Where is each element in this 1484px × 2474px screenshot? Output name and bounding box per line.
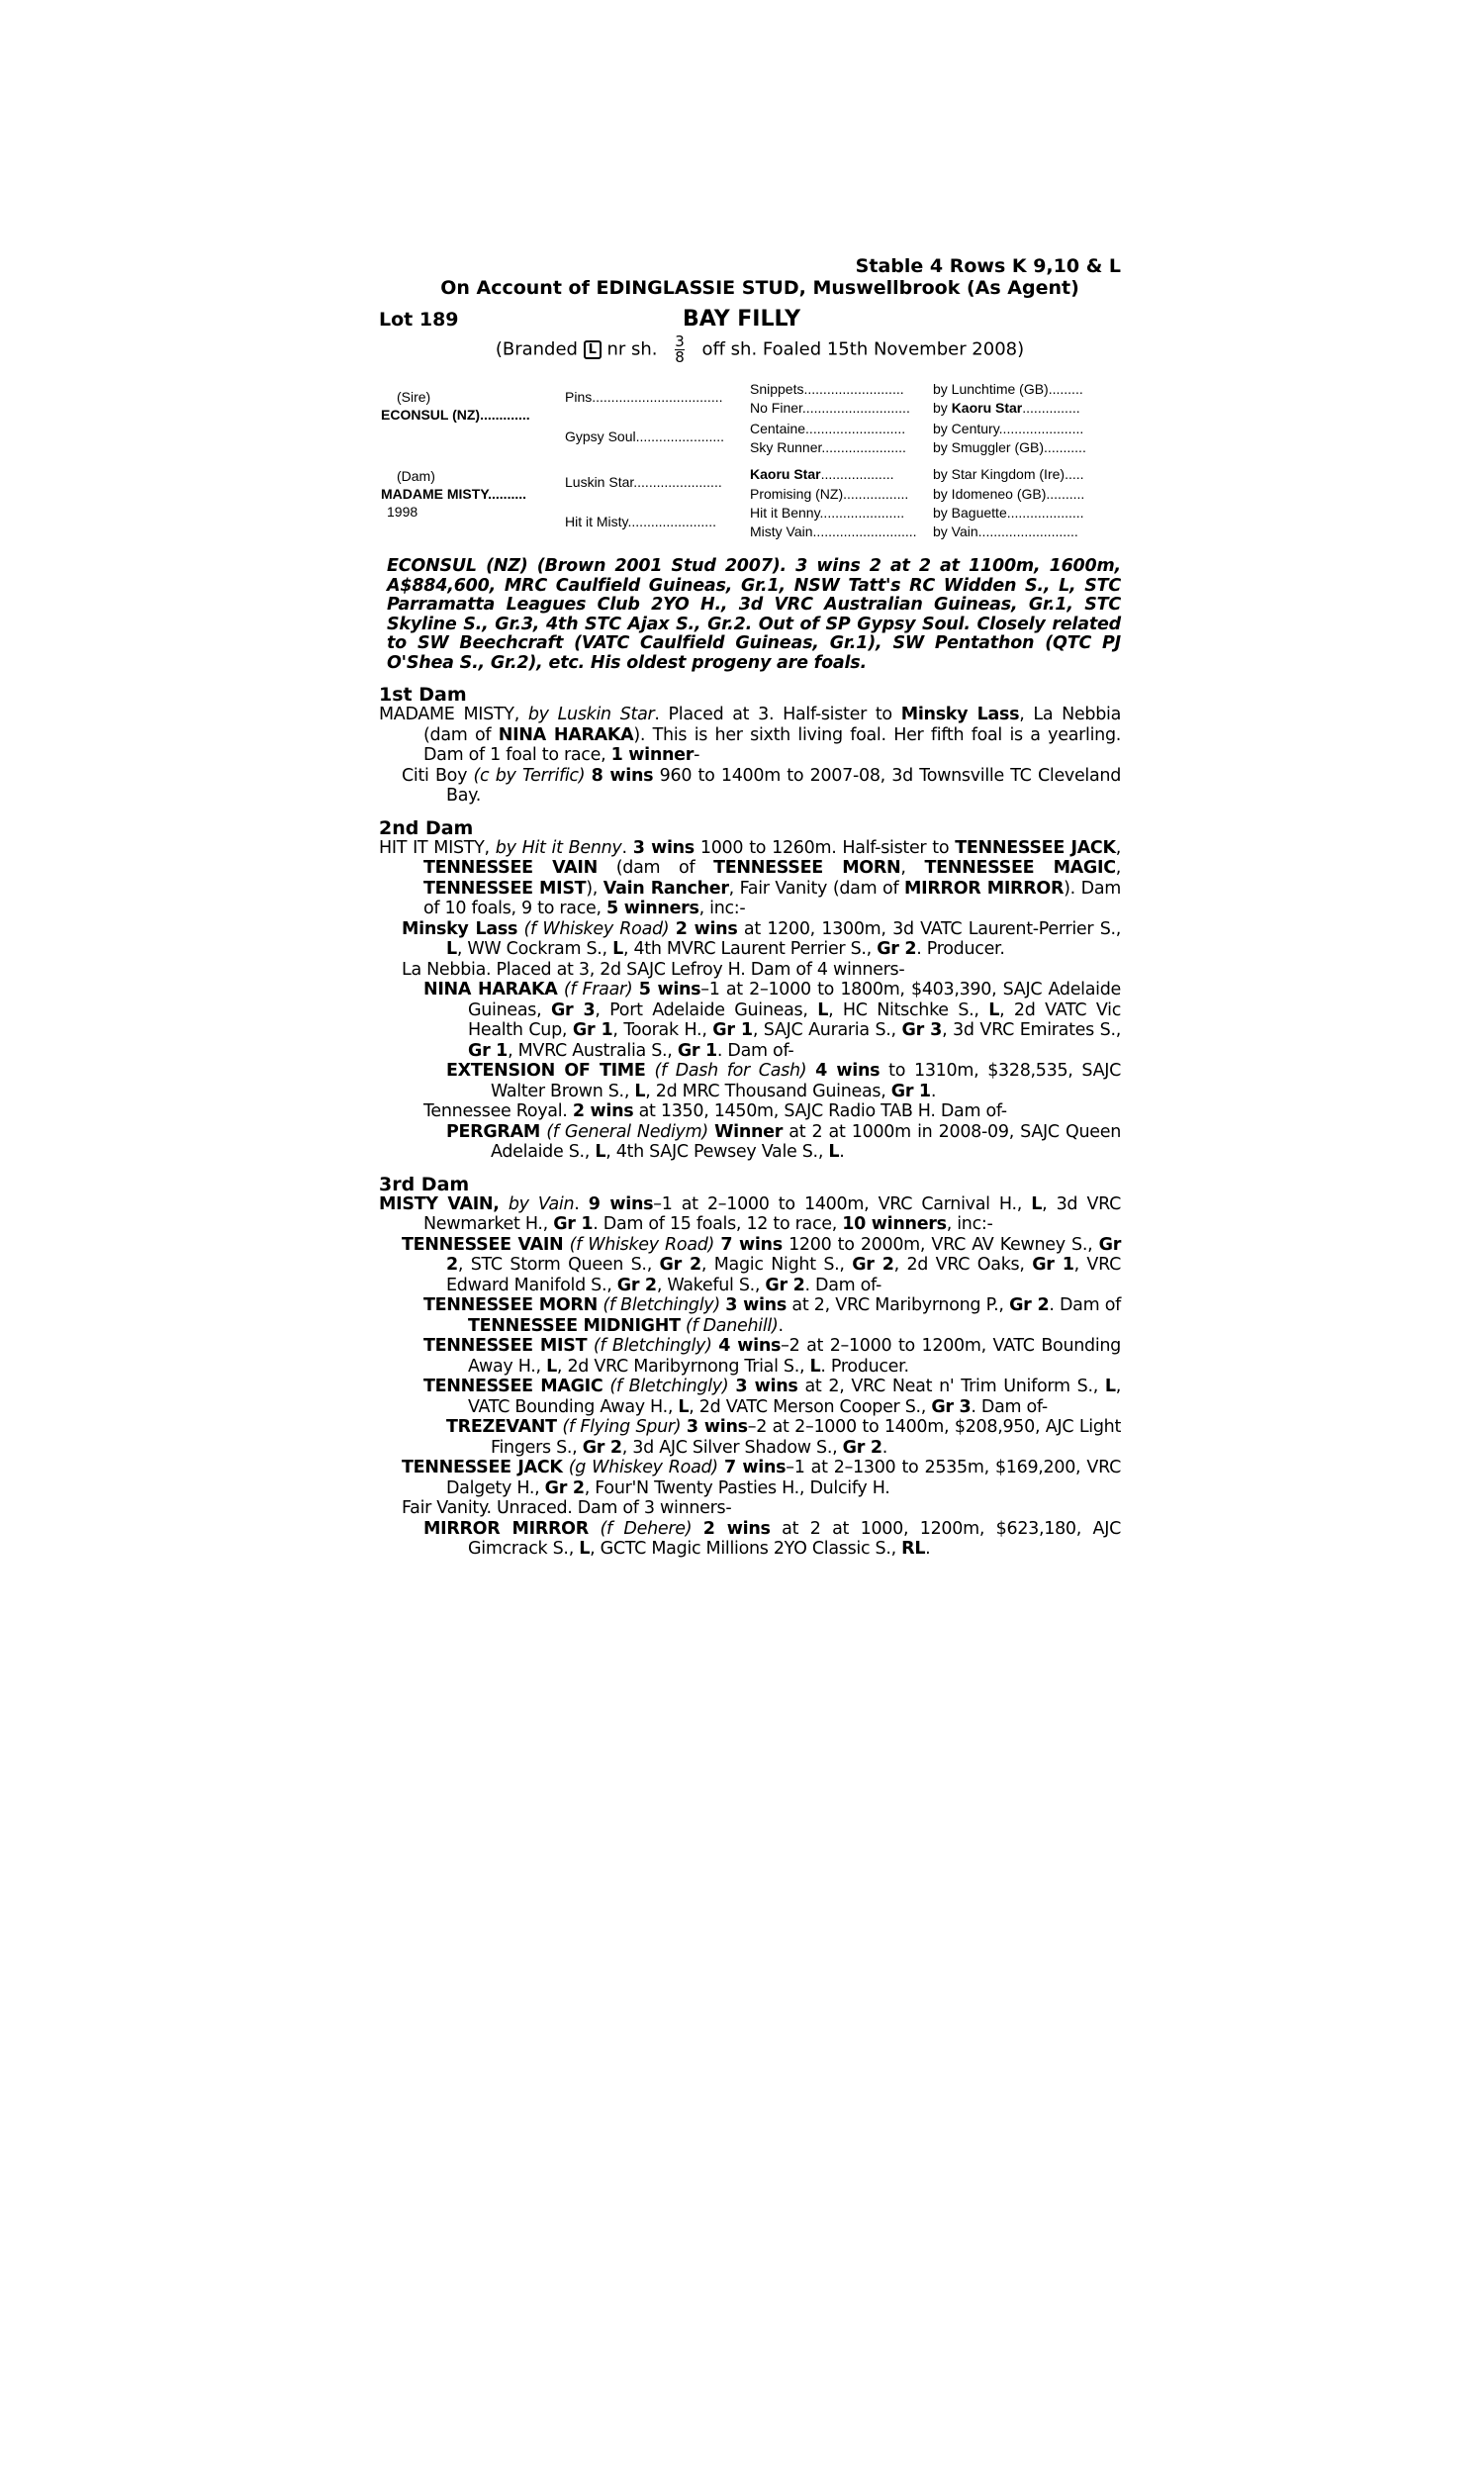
progeny-la-nebbia: La Nebbia. Placed at 3, 2d SAJC Lefroy H. Dam of 4 winners- xyxy=(402,959,905,980)
g3-6: by Baguette.................... xyxy=(933,505,1084,521)
horse-description: BAY FILLY xyxy=(683,307,801,332)
third-dam-heading: 3rd Dam xyxy=(379,1173,470,1195)
progeny-trezevant: TREZEVANT (f Flying Spur) 3 wins–2 at 2–1000 to 1400m, $208,950, AJC Light Fingers S., Gr 2, 3d AJC Silver Shadow S., Gr 2. xyxy=(446,1417,1122,1458)
sire-name: ECONSUL (NZ)............. xyxy=(381,407,530,423)
brand-fraction xyxy=(675,334,685,365)
g3-2: by Century...................... xyxy=(933,421,1084,436)
g2-0: Snippets.......................... xyxy=(750,381,904,397)
catalogue-page xyxy=(379,255,1121,1560)
g2-7: Misty Vain........................... xyxy=(750,523,917,539)
sire-summary: ECONSUL (NZ) (Brown 2001 Stud 2007). 3 wins 2 at 2 at 1100m, 1600m, A$884,600, MRC Caulfield Guineas, Gr.1, NSW Tatt's RC Widden S., L, STC Parramatta Leagues Club 2YO H., 3d VRC Australian Guineas, Gr.1, STC Skyline S., Gr.3, 4th STC Ajax S., Gr.2. Out of SP Gypsy Soul. Closely related to SW Beechcraft (VATC Caulfield Guineas, Gr.1), SW Pentathon (QTC PJ O'Shea S., Gr.2), etc. His oldest progeny are foals. xyxy=(387,556,1121,673)
second-dam-entry: HIT IT MISTY, by Hit it Benny. 3 wins 1000 to 1260m. Half-sister to TENNESSEE JACK, TENNESSEE VAIN (dam of TENNESSEE MORN, TENNESSEE MAGIC, TENNESSEE MIST), Vain Rancher, Fair Vanity (dam of MIRROR MIRROR). Dam of 10 foals, 9 to race, 5 winners, inc:- xyxy=(379,837,1122,918)
first-dam-heading: 1st Dam xyxy=(379,684,467,706)
progeny-tennessee-mist: TENNESSEE MIST (f Bletchingly) 4 wins–2 at 2–1000 to 1200m, VATC Bounding Away H., L, 2d VRC Maribyrnong Trial S., L. Producer. xyxy=(423,1336,1121,1377)
g3-0: by Lunchtime (GB)......... xyxy=(933,381,1083,397)
second-dam-heading: 2nd Dam xyxy=(379,816,474,839)
brand-line xyxy=(379,334,1121,365)
dam-label: (Dam) xyxy=(397,468,435,484)
progeny-extension-of-time: EXTENSION OF TIME (f Dash for Cash) 4 wins to 1310m, $328,535, SAJC Walter Brown S., L, 2d MRC Thousand Guineas, Gr 1. xyxy=(446,1061,1122,1101)
sire-label: (Sire) xyxy=(397,389,431,405)
g2-6: Hit it Benny...................... xyxy=(750,505,905,521)
g3-3: by Smuggler (GB)........... xyxy=(933,439,1086,455)
vendor-account: On Account of EDINGLASSIE STUD, Muswellbrook (As Agent) xyxy=(440,277,1079,299)
fraction-numerator: 3 xyxy=(675,333,685,350)
progeny-pergram: PERGRAM (f General Nediym) Winner at 2 at 1000m in 2008-09, SAJC Queen Adelaide S., L, 4th SAJC Pewsey Vale S., L. xyxy=(446,1121,1121,1162)
progeny-citi-boy: Citi Boy (c by Terrific) 8 wins 960 to 1400m to 2007-08, 3d Townsville TC Cleveland Bay. xyxy=(402,765,1122,806)
g1-sire-sire: Pins.................................. xyxy=(565,389,723,405)
progeny-mirror-mirror: MIRROR MIRROR (f Dehere) 2 wins at 2 at 1000, 1200m, $623,180, AJC Gimcrack S., L, GCTC Magic Millions 2YO Classic S., RL. xyxy=(423,1518,1122,1559)
third-dam-entry: MISTY VAIN, by Vain. 9 wins–1 at 2–1000 to 1400m, VRC Carnival H., L, 3d VRC Newmarket H., Gr 1. Dam of 15 foals, 12 to race, 10 winners, inc:- xyxy=(379,1193,1122,1234)
progeny-tennessee-vain: TENNESSEE VAIN (f Whiskey Road) 7 wins 1200 to 2000m, VRC AV Kewney S., Gr 2, STC Storm Queen S., Gr 2, Magic Night S., Gr 2, 2d VRC Oaks, Gr 1, VRC Edward Manifold S., Gr 2, Wakeful S., Gr 2. Dam of- xyxy=(402,1234,1122,1295)
g1-dam-dam: Hit it Misty....................... xyxy=(565,514,716,529)
progeny-tennessee-jack: TENNESSEE JACK (g Whiskey Road) 7 wins–1 at 2–1300 to 2535m, $169,200, VRC Dalgety H., Gr 2, Four'N Twenty Pasties H., Dulcify H. xyxy=(402,1458,1121,1498)
dam-name: MADAME MISTY.......... xyxy=(381,486,527,502)
g1-sire-dam: Gypsy Soul....................... xyxy=(565,428,725,444)
g2-4: Kaoru Star................... xyxy=(750,466,894,482)
progeny-nina-haraka: NINA HARAKA (f Fraar) 5 wins–1 at 2–1000 to 1800m, $403,390, SAJC Adelaide Guineas, Gr 3, Port Adelaide Guineas, L, HC Nitschke S., L, 2d VATC Vic Health Cup, Gr 1, Toorak H., Gr 1, SAJC Auraria S., Gr 3, 3d VRC Emirates S., Gr 1, MVRC Australia S., Gr 1. Dam of- xyxy=(423,980,1122,1061)
fraction-denominator: 8 xyxy=(675,348,685,366)
progeny-fair-vanity: Fair Vanity. Unraced. Dam of 3 winners- xyxy=(402,1498,732,1518)
brand-close: off sh. Foaled 15th November 2008) xyxy=(701,338,1025,360)
progeny-minsky-lass: Minsky Lass (f Whiskey Road) 2 wins at 1200, 1300m, 3d VATC Laurent-Perrier S., L, WW Cockram S., L, 4th MVRC Laurent Perrier S., Gr 2. Producer. xyxy=(402,918,1122,959)
brand-open: (Branded xyxy=(495,338,578,360)
pedigree-table xyxy=(379,379,1121,547)
progeny-tennessee-morn: TENNESSEE MORN (f Bletchingly) 3 wins at 2, VRC Maribyrnong P., Gr 2. Dam of TENNESSEE MIDNIGHT (f Danehill). xyxy=(423,1295,1122,1336)
lot-number: Lot 189 xyxy=(379,309,459,331)
progeny-tennessee-magic: TENNESSEE MAGIC (f Bletchingly) 3 wins at 2, VRC Neat n' Trim Uniform S., L, VATC Bounding Away H., L, 2d VATC Merson Cooper S., Gr 3. Dam of- xyxy=(423,1377,1122,1417)
g2-1: No Finer............................ xyxy=(750,400,910,416)
g3-5: by Idomeneo (GB).......... xyxy=(933,486,1085,502)
brand-mid: nr sh. xyxy=(606,338,658,360)
g3-7: by Vain.......................... xyxy=(933,523,1078,539)
g2-5: Promising (NZ)................. xyxy=(750,486,909,502)
g3-1: by Kaoru Star............... xyxy=(933,400,1080,416)
lot-line xyxy=(379,307,1121,333)
g3-4: by Star Kingdom (Ire)..... xyxy=(933,466,1084,482)
stable-location: Stable 4 Rows K 9,10 & L xyxy=(855,255,1121,277)
first-dam-entry: MADAME MISTY, by Luskin Star. Placed at 3. Half-sister to Minsky Lass, La Nebbia (dam of NINA HARAKA). This is her sixth living foal. Her fifth foal is a yearling. Dam of 1 foal to race, 1 winner- xyxy=(379,705,1122,765)
dam-foal-year: 1998 xyxy=(387,504,418,520)
g1-dam-sire: Luskin Star....................... xyxy=(565,474,722,490)
g2-3: Sky Runner...................... xyxy=(750,439,906,455)
progeny-tennessee-royal: Tennessee Royal. 2 wins at 1350, 1450m, SAJC Radio TAB H. Dam of- xyxy=(423,1101,1007,1121)
g2-2: Centaine.......................... xyxy=(750,421,906,436)
brand-mark-icon: L xyxy=(584,340,602,359)
